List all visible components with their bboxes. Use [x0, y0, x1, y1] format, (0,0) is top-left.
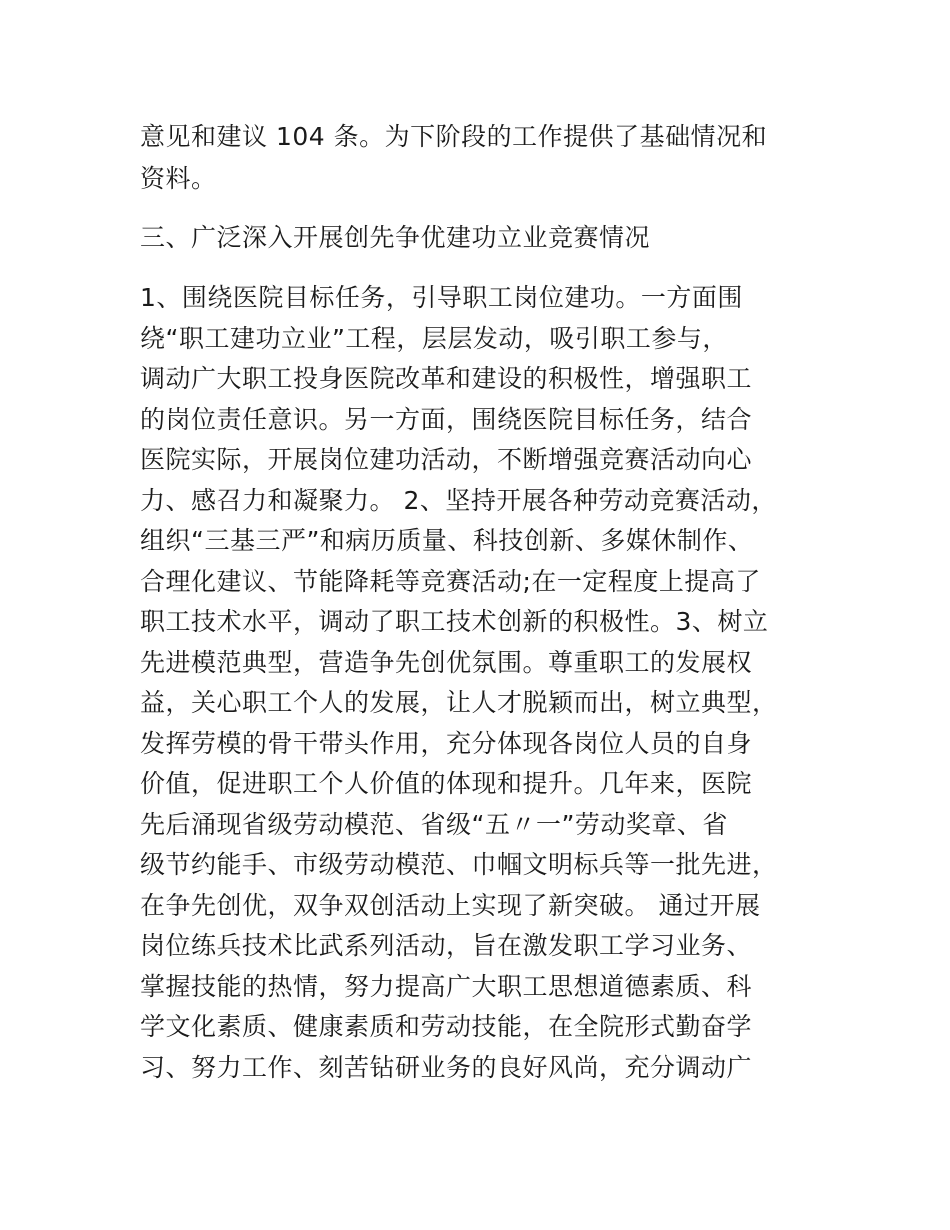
text-line: 的岗位责任意识。另一方面，围绕医院目标任务，结合 — [140, 405, 753, 434]
text-line: 发挥劳模的骨干带头作用，充分体现各岗位人员的自身 — [140, 729, 753, 758]
text-line: 绕“职工建功立业”工程，层层发动，吸引职工参与， — [140, 324, 728, 353]
text-line: 习、努力工作、刻苦钻研业务的良好风尚，充分调动广 — [140, 1053, 753, 1082]
text-line: 组织“三基三严”和病历质量、科技创新、多媒休制作、 — [140, 526, 754, 555]
text-line: 在争先创优，双争双创活动上实现了新突破。 通过开展 — [140, 891, 761, 920]
text-line: 力、感召力和凝聚力。 2、坚持开展各种劳动竞赛活动， — [140, 486, 777, 515]
text-line: 益，关心职工个人的发展，让人才脱颖而出，树立典型， — [140, 688, 778, 717]
text-line: 先后涌现省级劳动模范、省级“五〃一”劳动奖章、省 — [140, 810, 728, 839]
text-line: 价值，促进职工个人价值的体现和提升。几年来，医院 — [140, 769, 753, 798]
text-line: 掌握技能的热情，努力提高广大职工思想道德素质、科 — [140, 972, 753, 1001]
text-line: 职工技术水平，调动了职工技术创新的积极性。3、树立 — [140, 607, 769, 636]
text-line: 级节约能手、市级劳动模范、巾帼文明标兵等一批先进， — [140, 850, 778, 879]
text-line: 资料。 — [140, 164, 217, 193]
section-heading: 三、广泛深入开展创先争优建功立业竞赛情况 — [140, 223, 651, 252]
text-line: 学文化素质、健康素质和劳动技能，在全院形式勤奋学 — [140, 1012, 753, 1041]
text-line: 意见和建议 104 条。为下阶段的工作提供了基础情况和 — [140, 122, 768, 151]
text-line: 合理化建议、节能降耗等竞赛活动;在一定程度上提高了 — [140, 567, 761, 596]
text-line: 先进模范典型，营造争先创优氛围。尊重职工的发展权 — [140, 648, 753, 677]
text-line: 医院实际，开展岗位建功活动，不断增强竞赛活动向心 — [140, 445, 753, 474]
text-line: 调动广大职工投身医院改革和建设的积极性，增强职工 — [140, 364, 753, 393]
text-line: 岗位练兵技术比武系列活动，旨在激发职工学习业务、 — [140, 931, 753, 960]
text-line: 1、围绕医院目标任务，引导职工岗位建功。一方面围 — [140, 283, 743, 312]
